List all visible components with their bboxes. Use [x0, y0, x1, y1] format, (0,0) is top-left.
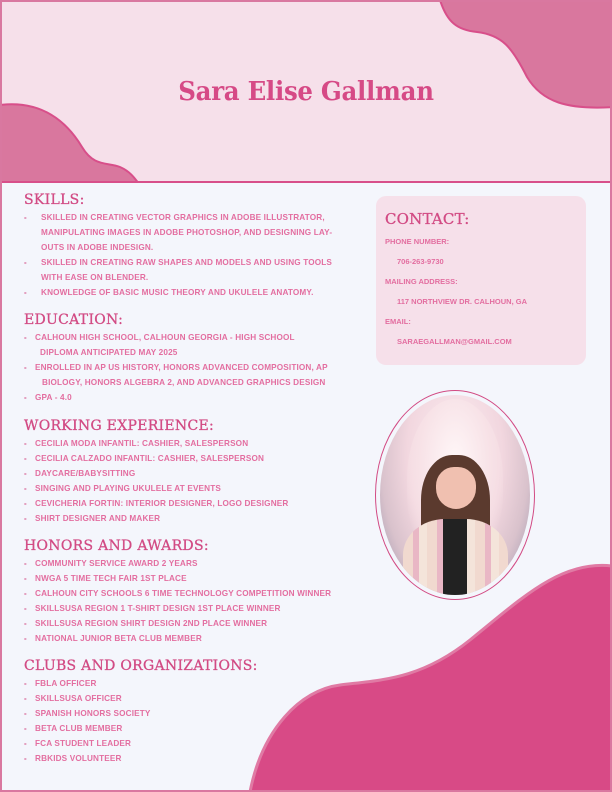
work-item: - DAYCARE/BABYSITTING: [24, 466, 369, 481]
skills-list: [24, 210, 369, 300]
bullet-icon: -: [24, 288, 27, 297]
photo-undershirt: [443, 519, 467, 595]
address-value: 117 NORTHVIEW DR. CALHOUN, GA: [397, 297, 528, 306]
bullet-icon: -: [24, 739, 27, 748]
bullet-icon: -: [24, 619, 27, 628]
bullet-icon: -: [24, 679, 27, 688]
club-item: - SKILLSUSA OFFICER: [24, 691, 324, 706]
club-item: - RBKIDS VOLUNTEER: [24, 751, 324, 766]
clubs-section: [24, 658, 324, 766]
bullet-icon: -: [24, 363, 27, 372]
club-item: - FBLA OFFICER: [24, 676, 324, 691]
clubs-list: [24, 676, 324, 766]
bullet-icon: -: [24, 333, 27, 342]
honor-item: - COMMUNITY SERVICE AWARD 2 YEARS: [24, 556, 374, 571]
skill-item: - KNOWLEDGE OF BASIC MUSIC THEORY AND UKULELE ANATOMY.: [24, 285, 369, 300]
honor-item: - NATIONAL JUNIOR BETA CLUB MEMBER: [24, 631, 374, 646]
bullet-icon: -: [24, 258, 27, 267]
skills-section: [24, 192, 369, 300]
bullet-icon: -: [24, 393, 27, 402]
bullet-icon: -: [24, 589, 27, 598]
email-label: EMAIL:: [385, 317, 411, 326]
profile-photo-image: [380, 395, 530, 595]
bullet-icon: -: [24, 454, 27, 463]
honor-item: - SKILLSUSA REGION 1 T-SHIRT DESIGN 1ST PLACE WINNER: [24, 601, 374, 616]
bullet-icon: -: [24, 499, 27, 508]
contact-title: CONTACT:: [385, 210, 470, 228]
honor-item: - NWGA 5 TIME TECH FAIR 1ST PLACE: [24, 571, 374, 586]
education-item: - GPA - 4.0: [24, 390, 369, 405]
education-item: - CALHOUN HIGH SCHOOL, CALHOUN GEORGIA - HIGH SCHOOL DIPLOMA ANTICIPATED MAY 2025: [24, 330, 369, 360]
bullet-icon: -: [24, 469, 27, 478]
skill-item: - SKILLED IN CREATING RAW SHAPES AND MODELS AND USING TOOLS WITH EASE ON BLENDER.: [24, 255, 369, 285]
contact-card: [376, 196, 586, 365]
clubs-title: CLUBS AND ORGANIZATIONS:: [24, 658, 258, 674]
club-item: - BETA CLUB MEMBER: [24, 721, 324, 736]
phone-value[interactable]: 706-263-9730: [397, 257, 444, 266]
honor-item: - CALHOUN CITY SCHOOLS 6 TIME TECHNOLOGY COMPETITION WINNER: [24, 586, 374, 601]
bullet-icon: -: [24, 213, 27, 222]
skill-item: - SKILLED IN CREATING VECTOR GRAPHICS IN ADOBE ILLUSTRATOR, MANIPULATING IMAGES IN ADOBE PHOTOSHOP, AND DESIGNING LAY- OUTS IN ADOBE INDESIGN.: [24, 210, 369, 255]
honors-title: HONORS AND AWARDS:: [24, 538, 209, 554]
bullet-icon: -: [24, 634, 27, 643]
work-item: - SINGING AND PLAYING UKULELE AT EVENTS: [24, 481, 369, 496]
bullet-icon: -: [24, 724, 27, 733]
education-title: EDUCATION:: [24, 312, 124, 328]
address-label: MAILING ADDRESS:: [385, 277, 458, 286]
education-item: - ENROLLED IN AP US HISTORY, HONORS ADVANCED COMPOSITION, AP BIOLOGY, HONORS ALGEBRA 2, AND ADVANCED GRAPHICS DESIGN: [24, 360, 369, 390]
bullet-icon: -: [24, 604, 27, 613]
email-link[interactable]: SARAEGALLMAN@GMAIL.COM: [397, 337, 512, 346]
work-item: - CECILIA MODA INFANTIL: CASHIER, SALESPERSON: [24, 436, 369, 451]
club-item: - SPANISH HONORS SOCIETY: [24, 706, 324, 721]
skills-title: SKILLS:: [24, 192, 85, 208]
education-list: [24, 330, 369, 405]
work-experience-title: WORKING EXPERIENCE:: [24, 418, 214, 434]
bullet-icon: -: [24, 574, 27, 583]
bullet-icon: -: [24, 694, 27, 703]
work-item: - CECILIA CALZADO INFANTIL: CASHIER, SALESPERSON: [24, 451, 369, 466]
honors-section: [24, 538, 374, 646]
work-item: - CEVICHERIA FORTIN: INTERIOR DESIGNER, LOGO DESIGNER: [24, 496, 369, 511]
bullet-icon: -: [24, 439, 27, 448]
photo-face: [436, 467, 477, 509]
bullet-icon: -: [24, 514, 27, 523]
profile-photo: [375, 390, 535, 600]
bullet-icon: -: [24, 754, 27, 763]
bullet-icon: -: [24, 709, 27, 718]
bullet-icon: -: [24, 484, 27, 493]
work-experience-section: [24, 418, 369, 526]
work-item: - SHIRT DESIGNER AND MAKER: [24, 511, 369, 526]
candidate-name: Sara Elise Gallman: [178, 77, 434, 107]
honors-list: [24, 556, 374, 646]
education-section: [24, 312, 369, 405]
phone-label: PHONE NUMBER:: [385, 237, 450, 246]
bullet-icon: -: [24, 559, 27, 568]
honor-item: - SKILLSUSA REGION SHIRT DESIGN 2ND PLACE WINNER: [24, 616, 374, 631]
club-item: - FCA STUDENT LEADER: [24, 736, 324, 751]
work-experience-list: [24, 436, 369, 526]
